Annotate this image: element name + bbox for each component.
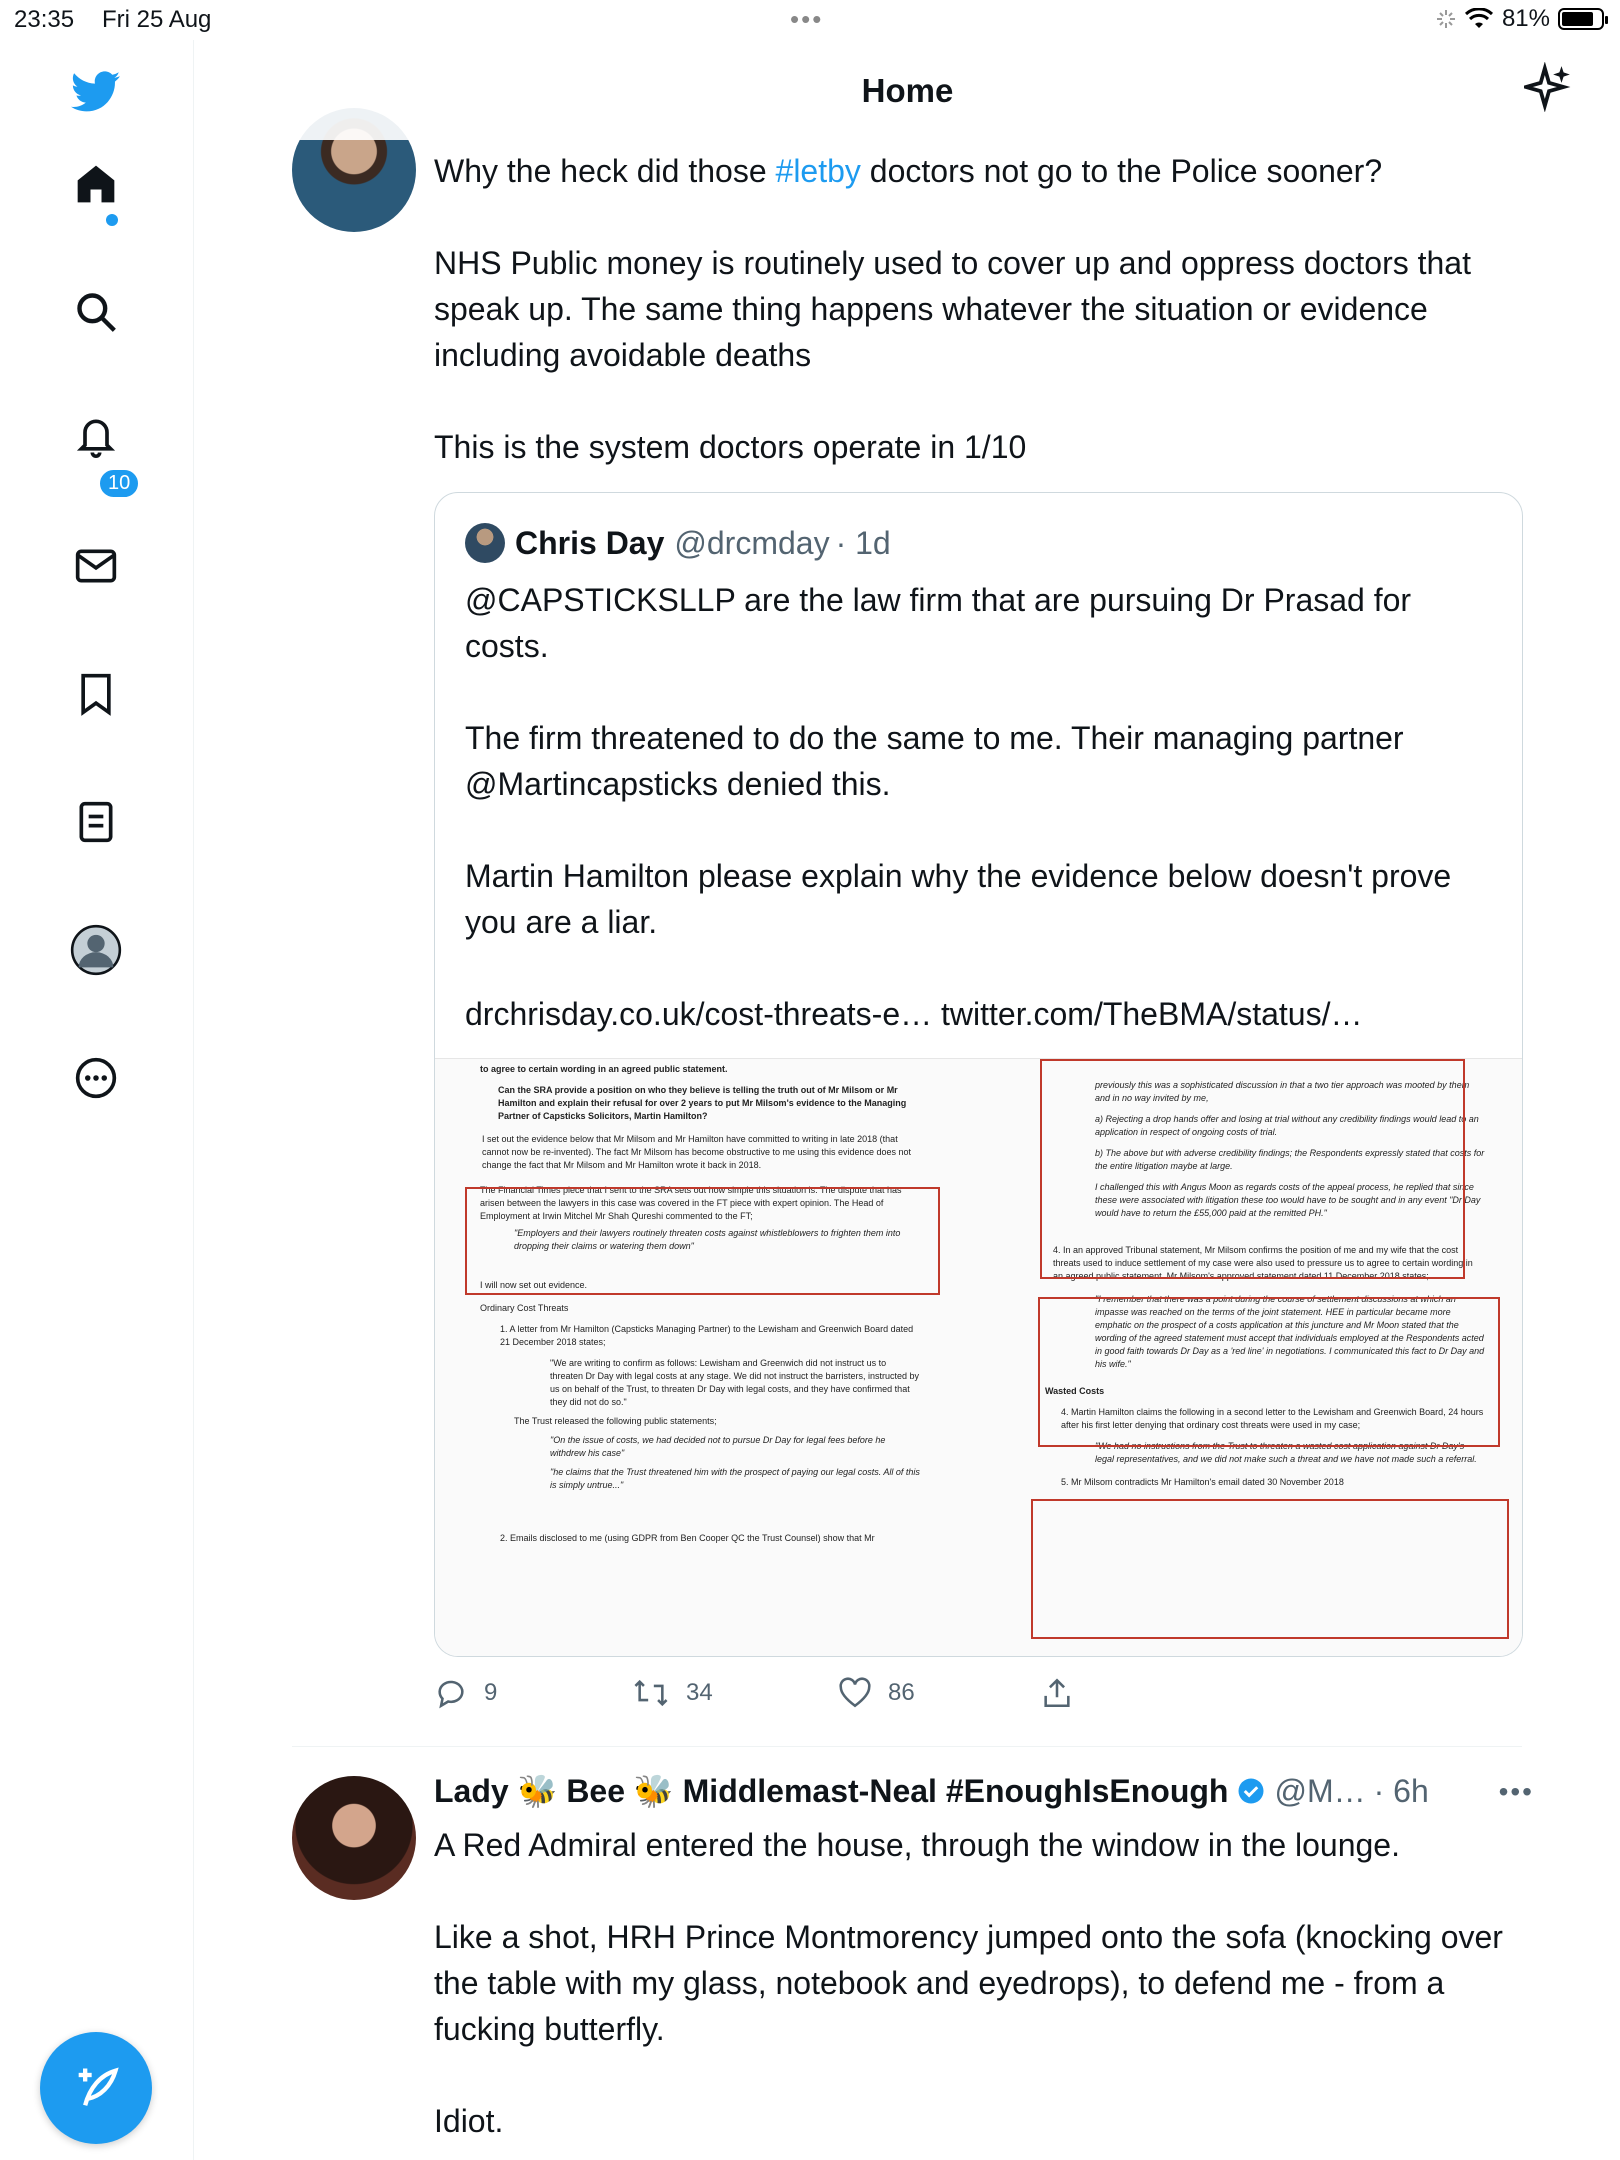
doc-line: "I remember that there was a point during the course of settlement discussions at which an impasse was reached on the terms of the joint statement. HEE in particular became more emphatic on the prospect of a costs application at this juncture and Mr Moon stated that the wording of the agreed statement must accept that individuals employed at the Respondents acted in good faith towards Dr Day as a 'red line' in negotiations. I communicated this fact to Dr Day and his wife." xyxy=(1095,1294,1485,1369)
quoted-links[interactable]: drchrisday.co.uk/cost-threats-e… twitter.com/TheBMA/status/… xyxy=(465,996,1363,1032)
text-span: Why the heck did those xyxy=(434,153,776,189)
tweet-paragraph: Like a shot, HRH Prince Montmorency jumped onto the sofa (knocking over the table with my glass, notebook and eyedrops), to defend me - from a fucking butterfly. xyxy=(434,1919,1503,2047)
quoted-timestamp: · 1d xyxy=(835,524,891,561)
tweet-paragraph xyxy=(434,148,1534,194)
twitter-logo-icon[interactable] xyxy=(70,66,122,118)
quoted-tweet[interactable] xyxy=(434,492,1523,1657)
tweet-actions xyxy=(434,1676,1134,1716)
top-tweets-button[interactable] xyxy=(1524,62,1574,117)
quoted-tweet-text xyxy=(465,577,1495,1083)
battery-percent: 81% xyxy=(1501,5,1550,32)
reply-button[interactable] xyxy=(434,1676,497,1710)
doc-line: 2. Emails disclosed to me (using GDPR from Ben Cooper QC the Trust Counsel) show that Mr xyxy=(500,1533,875,1543)
doc-line: "We are writing to confirm as follows: Lewisham and Greenwich did not instruct us to threaten Dr Day with legal costs at any stage. We did not instruct the barristers, instructed by us on behalf of the Trust, to threaten Dr Day with legal costs, and they have confirmed that they did not do so." xyxy=(550,1358,920,1407)
quoted-author-name: Chris Day xyxy=(515,524,665,561)
status-time: 23:35 xyxy=(14,6,75,33)
bookmark-icon xyxy=(74,672,118,716)
tweet-paragraph: Idiot. xyxy=(434,2103,504,2139)
author-avatar[interactable] xyxy=(292,1776,416,1900)
bee-emoji-icon: 🐝 xyxy=(517,1773,558,1809)
like-count: 86 xyxy=(888,1679,915,1706)
sparkle-icon xyxy=(1524,62,1574,112)
unread-dot xyxy=(106,214,118,226)
hashtag-link[interactable]: #letby xyxy=(775,153,861,189)
nav-explore[interactable] xyxy=(70,286,122,338)
profile-avatar-icon xyxy=(70,924,122,976)
retweet-button[interactable] xyxy=(632,1676,713,1710)
doc-line: 4. In an approved Tribunal statement, Mr Milsom confirms the position of me and my wife that the cost threats used to induce settlement of my case were also used to pressure us to agree to certain wording in an agreed public statement. Mr Milsom's approved statement dated 11 December 2018 states; xyxy=(1053,1245,1473,1281)
quoted-paragraph: @CAPSTICKSLLP are the law firm that are pursuing Dr Prasad for costs. xyxy=(465,582,1412,664)
feather-plus-icon xyxy=(70,2062,122,2114)
doc-line: The Financial Times piece that I sent to the SRA sets out how simple this situation is. The dispute that has arisen between the lawyers in this case was covered in the FT piece with expert opinion. The Head of Employment at Irwin Mitchel Mr Shah Qureshi commented to the FT; xyxy=(480,1185,902,1221)
reply-count: 9 xyxy=(484,1679,498,1706)
evidence-highlight-box xyxy=(1031,1499,1509,1639)
status-bar xyxy=(0,0,1620,40)
doc-line: The Trust released the following public statements; xyxy=(514,1416,717,1426)
nav-bookmarks[interactable] xyxy=(70,668,122,720)
doc-line: "Employers and their lawyers routinely threaten costs against whistleblowers to frighten them into dropping their claims or watering them down" xyxy=(514,1228,901,1251)
author-handle[interactable]: @M… xyxy=(1274,1772,1366,1809)
nav-lists[interactable] xyxy=(70,796,122,848)
nav-profile[interactable] xyxy=(70,924,122,976)
retweet-icon xyxy=(632,1676,670,1710)
quoted-paragraph: The firm threatened to do the same to me. Their managing partner @Martincapsticks denied this. xyxy=(465,720,1404,802)
doc-line: I challenged this with Angus Moon as regards costs of the appeal process, he replied that since these were associated with litigation these too would have to be sought and in any event "Dr Day would have to return the £55,000 paid at the remitted PH." xyxy=(1095,1182,1481,1218)
doc-line: Wasted Costs xyxy=(1045,1386,1105,1396)
doc-line: a) Rejecting a drop hands offer and losing at trial without any credibility findings would lead to an application in respect of ongoing costs of trial. xyxy=(1095,1114,1479,1137)
tweet-header xyxy=(434,1772,1534,1810)
text-span: doctors not go to the Police sooner? xyxy=(860,153,1383,189)
list-icon xyxy=(74,800,118,844)
battery-icon xyxy=(1558,8,1604,30)
verified-badge-icon xyxy=(1236,1776,1266,1806)
retweet-count: 34 xyxy=(686,1679,713,1706)
share-button[interactable] xyxy=(1040,1676,1074,1710)
home-icon xyxy=(74,162,118,206)
loading-icon xyxy=(1436,9,1456,29)
doc-line: "he claims that the Trust threatened him with the prospect of paying our legal costs. All of this is simply untrue..." xyxy=(550,1467,920,1490)
doc-line: b) The above but with adverse credibility findings; the Respondents expressly stated that costs for the entire litigation maybe at large. xyxy=(1095,1148,1485,1171)
tweet-text xyxy=(434,1822,1534,2160)
doc-line: previously this was a sophisticated discussion in that a two tier approach was mooted by them and in no way invited by me, xyxy=(1095,1080,1470,1103)
share-icon xyxy=(1040,1676,1074,1710)
doc-line: "We had no instructions from the Trust to threaten a wasted cost application against Dr Day's legal representatives, and we did not make such a threat and we have not made such a referral. xyxy=(1095,1441,1477,1464)
author-name-part: Bee xyxy=(566,1773,626,1809)
document-left-column xyxy=(480,1063,920,1545)
nav-home[interactable] xyxy=(70,158,122,210)
like-button[interactable] xyxy=(838,1676,915,1710)
nav-notifications[interactable] xyxy=(70,410,122,462)
search-icon xyxy=(74,290,118,334)
multitask-dots-icon[interactable]: ••• xyxy=(790,4,824,34)
quoted-paragraph: Martin Hamilton please explain why the evidence below doesn't prove you are a liar. xyxy=(465,858,1452,940)
nav-more[interactable] xyxy=(70,1052,122,1104)
quoted-author-handle: @drcmday xyxy=(674,524,830,561)
doc-line: 1. A letter from Mr Hamilton (Capsticks Managing Partner) to the Lewisham and Greenwich Board dated 21 December 2018 states; xyxy=(500,1324,914,1347)
doc-line: Can the SRA provide a position on who they believe is telling the truth out of Mr Milsom or Mr Hamilton and explain their refusal for over 2 years to put Mr Milsom's evidence to the Managing Partner of Capsticks Solicitors, Martin Hamilton? xyxy=(498,1085,907,1121)
wifi-icon xyxy=(1464,8,1494,30)
tweet-paragraph: A Red Admiral entered the house, through the window in the lounge. xyxy=(434,1827,1400,1863)
compose-tweet-button[interactable] xyxy=(40,2032,152,2144)
mail-icon xyxy=(74,544,118,588)
quoted-tweet-header xyxy=(465,523,891,563)
sidebar xyxy=(0,40,194,2160)
more-options-icon[interactable]: ••• xyxy=(1498,1776,1534,1807)
tweet-paragraph: NHS Public money is routinely used to cover up and oppress doctors that speak up. The same thing happens whatever the situation or evidence including avoidable deaths xyxy=(434,245,1471,373)
doc-line: I will now set out evidence. xyxy=(480,1280,588,1290)
tweet-divider xyxy=(292,1746,1522,1747)
nav-messages[interactable] xyxy=(70,540,122,592)
notifications-badge: 10 xyxy=(98,468,140,499)
timeline-header xyxy=(195,40,1620,140)
doc-line: 4. Martin Hamilton claims the following in a second letter to the Lewisham and Greenwich Board, 24 hours after his first letter denying that ordinary cost threats were used in my case; xyxy=(1061,1407,1484,1430)
status-date: Fri 25 Aug xyxy=(102,6,212,33)
quoted-media-image[interactable] xyxy=(435,1058,1523,1657)
doc-line: to agree to certain wording in an agreed public statement. xyxy=(480,1064,728,1074)
tweet-timestamp[interactable]: · 6h xyxy=(1373,1772,1429,1809)
tweet-paragraph: This is the system doctors operate in 1/10 xyxy=(434,429,1027,465)
doc-line: I set out the evidence below that Mr Milsom and Mr Hamilton have committed to writing in late 2018 (that cannot now be re-invented). The fact Mr Milsom has become obstructive to me using this evidence does not change the fact that Mr Milsom and Mr Hamilton wrote it back in 2018. xyxy=(482,1134,912,1170)
bell-icon xyxy=(74,414,118,458)
quoted-author-avatar xyxy=(465,523,505,563)
author-name-part: Middlemast-Neal #EnoughIsEnough xyxy=(682,1773,1229,1809)
author-name-part: Lady xyxy=(434,1773,509,1809)
tweet-text xyxy=(434,148,1534,516)
doc-line: Ordinary Cost Threats xyxy=(480,1303,569,1313)
heart-icon xyxy=(838,1676,872,1710)
page-title: Home xyxy=(861,72,954,109)
reply-icon xyxy=(434,1676,468,1710)
author-name[interactable] xyxy=(434,1772,1228,1810)
battery-fill xyxy=(1562,12,1593,26)
bee-emoji-icon: 🐝 xyxy=(633,1773,674,1809)
evidence-highlight-box xyxy=(1038,1297,1500,1447)
evidence-highlight-box xyxy=(1040,1059,1465,1279)
status-right xyxy=(1436,5,1604,33)
doc-line: "On the issue of costs, we had decided not to pursue Dr Day for legal fees before he withdrew his case" xyxy=(550,1435,886,1458)
doc-line: 5. Mr Milsom contradicts Mr Hamilton's email dated 30 November 2018 xyxy=(1061,1477,1344,1487)
more-circle-icon xyxy=(74,1056,118,1100)
evidence-highlight-box xyxy=(465,1187,940,1295)
